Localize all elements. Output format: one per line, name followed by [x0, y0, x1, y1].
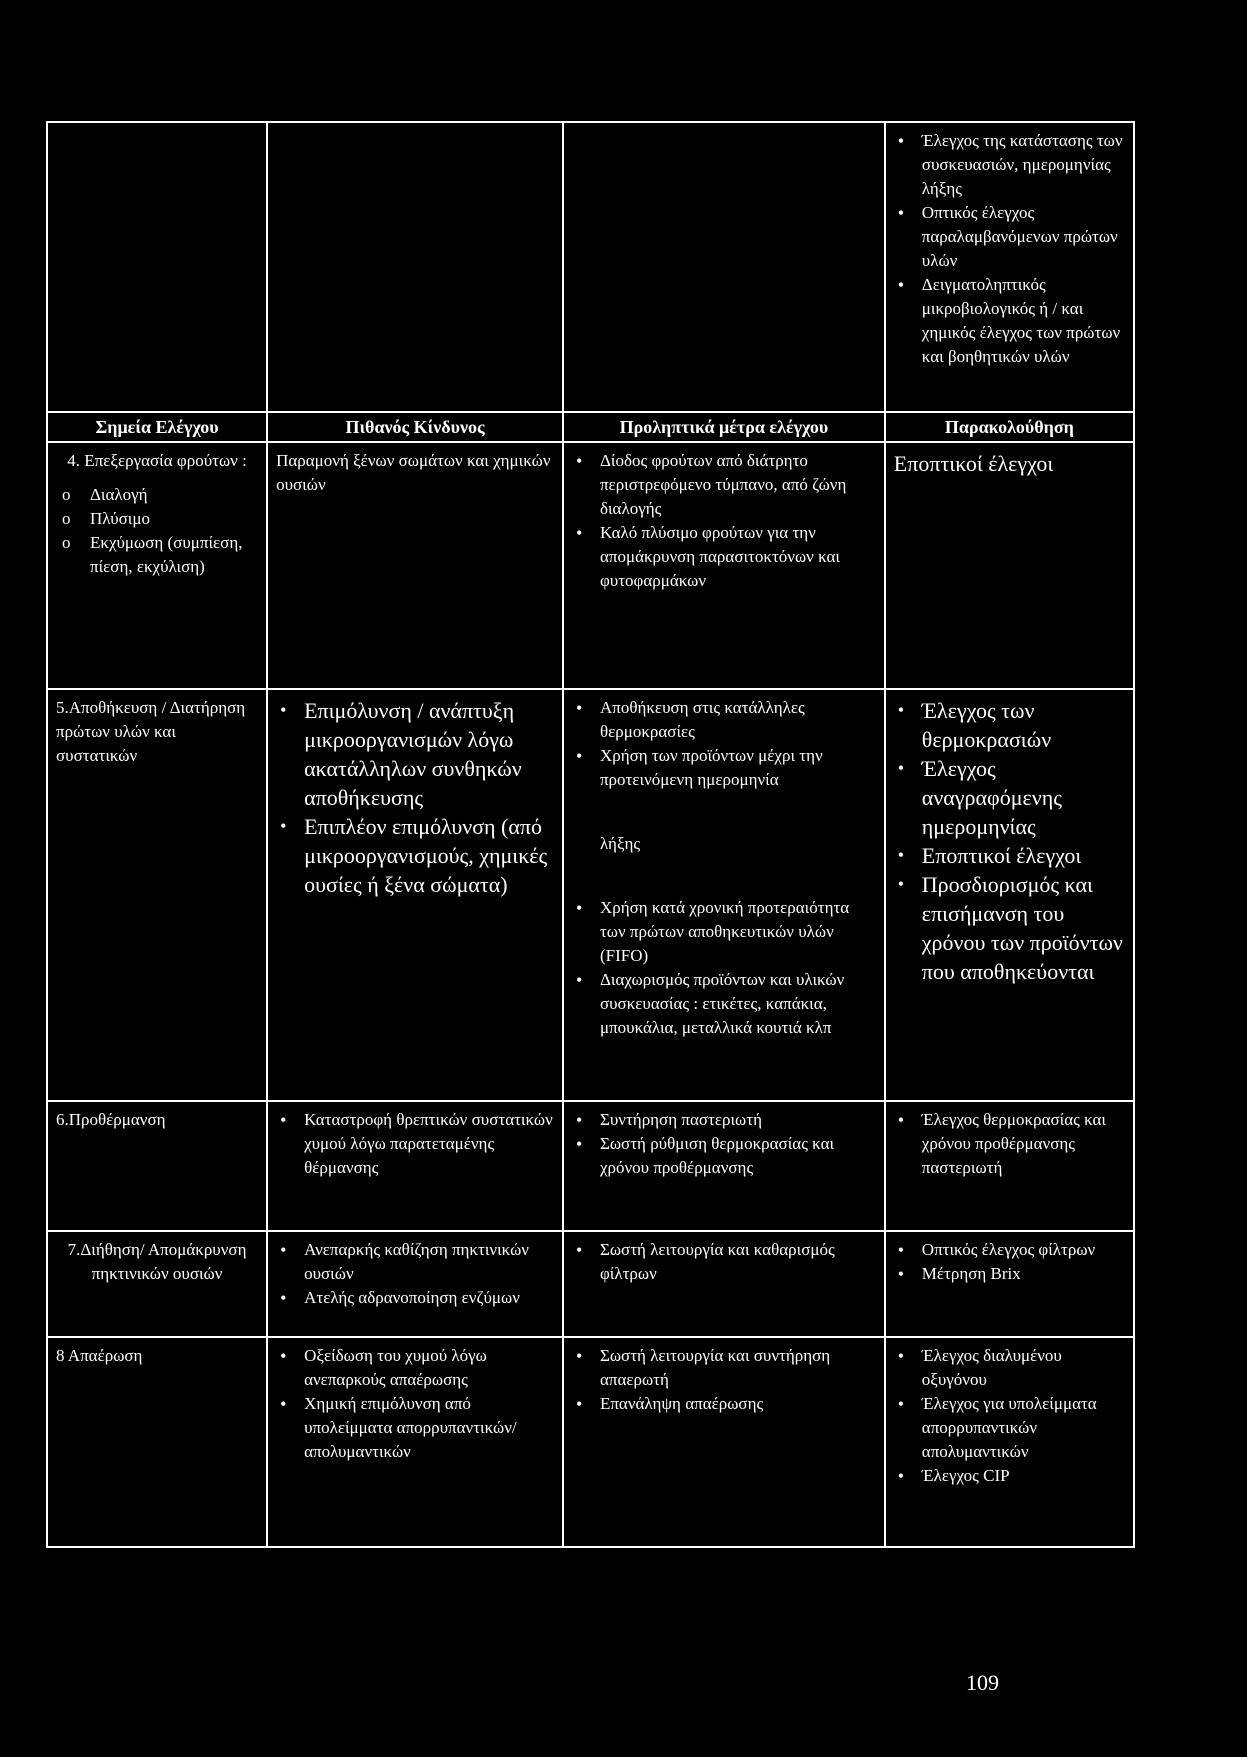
hazard-cell: [267, 1231, 563, 1337]
list-item: • Μέτρηση Brix: [894, 1262, 1125, 1286]
table-row: [47, 442, 1134, 689]
hazard-cell: [267, 442, 563, 689]
list-item: • Σωστή λειτουργία και συντήρηση απαερωτή: [572, 1344, 876, 1392]
list-item: • Ατελής αδρανοποίηση ενζύμων: [276, 1286, 554, 1310]
list-item: • Ανεπαρκής καθίζηση πηκτινικών ουσιών: [276, 1238, 554, 1286]
list-item: • Αποθήκευση στις κατάλληλες θερμοκρασίες: [572, 696, 876, 744]
measures-cell: [563, 1231, 885, 1337]
list-item: • Έλεγχος θερμοκρασίας και χρόνου προθέρμανσης παστεριωτή: [894, 1108, 1125, 1180]
control-point-label: 4. Επεξεργασία φρούτων :: [67, 451, 247, 470]
control-point-cell: [47, 1231, 267, 1337]
column-header-control-points: Σημεία Ελέγχου: [47, 412, 267, 442]
list-item: • Εποπτικοί έλεγχοι: [894, 841, 1125, 870]
table-row: [47, 1231, 1134, 1337]
list-item: • Οξείδωση του χυμού λόγω ανεπαρκούς απαέρωσης: [276, 1344, 554, 1392]
list-item: • Έλεγχος CIP: [894, 1464, 1125, 1488]
hazard-text: Παραμονή ξένων σωμάτων και χημικών ουσιών: [276, 451, 551, 494]
control-point-label: 8 Απαέρωση: [56, 1346, 143, 1365]
measures-cell: [563, 442, 885, 689]
page-number: 109: [966, 1670, 999, 1695]
monitoring-cell: [885, 442, 1134, 689]
sub-step: o Εκχύμωση (συμπίεση, πίεση, εκχύλιση): [56, 531, 258, 579]
list-item: • Καταστροφή θρεπτικών συστατικών χυμού λόγω παρατεταμένης θέρμανσης: [276, 1108, 554, 1180]
monitoring-cell: [885, 689, 1134, 1101]
monitoring-cell: [885, 1231, 1134, 1337]
list-item: • Οπτικός έλεγχος φίλτρων: [894, 1238, 1125, 1262]
measures-cell: [563, 1337, 885, 1547]
list-item: • Καλό πλύσιμο φρούτων για την απομάκρυνση παρασιτοκτόνων και φυτοφαρμάκων: [572, 521, 876, 593]
list-item: • Έλεγχος αναγραφόμενης ημερομηνίας: [894, 754, 1125, 841]
column-header-hazard: Πιθανός Κίνδυνος: [267, 412, 563, 442]
table-row: [47, 1101, 1134, 1231]
monitoring-cell: [885, 1101, 1134, 1231]
empty-cell: [563, 122, 885, 412]
list-item: • Χημική επιμόλυνση από υπολείμματα απορρυπαντικών/ απολυμαντικών: [276, 1392, 554, 1464]
sub-step: o Πλύσιμο: [56, 507, 258, 531]
control-point-label: 6.Προθέρμανση: [56, 1110, 166, 1129]
list-item: • Σωστή ρύθμιση θερμοκρασίας και χρόνου προθέρμανσης: [572, 1132, 876, 1180]
list-item: • Έλεγχος διαλυμένου οξυγόνου: [894, 1344, 1125, 1392]
control-point-label: 7.Διήθηση/ Απομάκρυνση πηκτινικών ουσιών: [67, 1240, 247, 1283]
control-point-cell: [47, 689, 267, 1101]
list-item: • Επιπλέον επιμόλυνση (από μικροοργανισμούς, χημικές ουσίες ή ξένα σώματα): [276, 812, 554, 899]
list-item: • Συντήρηση παστεριωτή: [572, 1108, 876, 1132]
list-item: • Επανάληψη απαέρωσης: [572, 1392, 876, 1416]
hazard-cell: [267, 689, 563, 1101]
column-header-measures: Προληπτικά μέτρα ελέγχου: [563, 412, 885, 442]
control-point-label: 5.Αποθήκευση / Διατήρηση πρώτων υλών και συστατικών: [56, 698, 246, 765]
table-row-continuation: [47, 122, 1134, 412]
monitoring-cell: [885, 122, 1134, 412]
table-row: [47, 1337, 1134, 1547]
list-item: • Έλεγχος των θερμοκρασιών: [894, 696, 1125, 754]
hazard-cell: [267, 1337, 563, 1547]
continuation-text: λήξης: [599, 834, 641, 853]
list-item: • Χρήση των προϊόντων μέχρι την προτεινόμενη ημερομηνία: [572, 744, 876, 792]
measures-cell: [563, 689, 885, 1101]
column-header-monitoring: Παρακολούθηση: [885, 412, 1134, 442]
control-point-cell: [47, 1337, 267, 1547]
empty-cell: [267, 122, 563, 412]
list-item: • Έλεγχος της κατάστασης των συσκευασιών, ημερομηνίας λήξης: [894, 129, 1125, 201]
measures-cell: [563, 1101, 885, 1231]
table-header-row: [47, 412, 1134, 442]
list-item: • Χρήση κατά χρονική προτεραιότητα των πρώτων αποθηκευτικών υλών (FIFO): [572, 896, 876, 968]
hazard-cell: [267, 1101, 563, 1231]
list-item: • Δίοδος φρούτων από διάτρητο περιστρεφόμενο τύμπανο, από ζώνη διαλογής: [572, 449, 876, 521]
list-item: • Προσδιορισμός και επισήμανση του χρόνου των προϊόντων που αποθηκεύονται: [894, 870, 1125, 986]
list-item: • Σωστή λειτουργία και καθαρισμός φίλτρων: [572, 1238, 876, 1286]
sub-step: o Διαλογή: [56, 483, 258, 507]
table-row: [47, 689, 1134, 1101]
empty-cell: [47, 122, 267, 412]
list-item: • Δειγματοληπτικός μικροβιολογικός ή / και χημικός έλεγχος των πρώτων και βοηθητικών υλών: [894, 273, 1125, 369]
control-point-cell: [47, 1101, 267, 1231]
list-item: • Οπτικός έλεγχος παραλαμβανόμενων πρώτων υλών: [894, 201, 1125, 273]
list-item: • Έλεγχος για υπολείμματα απορρυπαντικών απολυμαντικών: [894, 1392, 1125, 1464]
list-item: • Επιμόλυνση / ανάπτυξη μικροοργανισμών λόγω ακατάλληλων συνθηκών αποθήκευσης: [276, 696, 554, 812]
list-item: • Διαχωρισμός προϊόντων και υλικών συσκευασίας : ετικέτες, καπάκια, μπουκάλια, μεταλλικά κουτιά κλπ: [572, 968, 876, 1040]
haccp-table: [46, 121, 1135, 1548]
control-point-cell: [47, 442, 267, 689]
monitoring-text: Εποπτικοί έλεγχοι: [893, 451, 1054, 476]
monitoring-cell: [885, 1337, 1134, 1547]
